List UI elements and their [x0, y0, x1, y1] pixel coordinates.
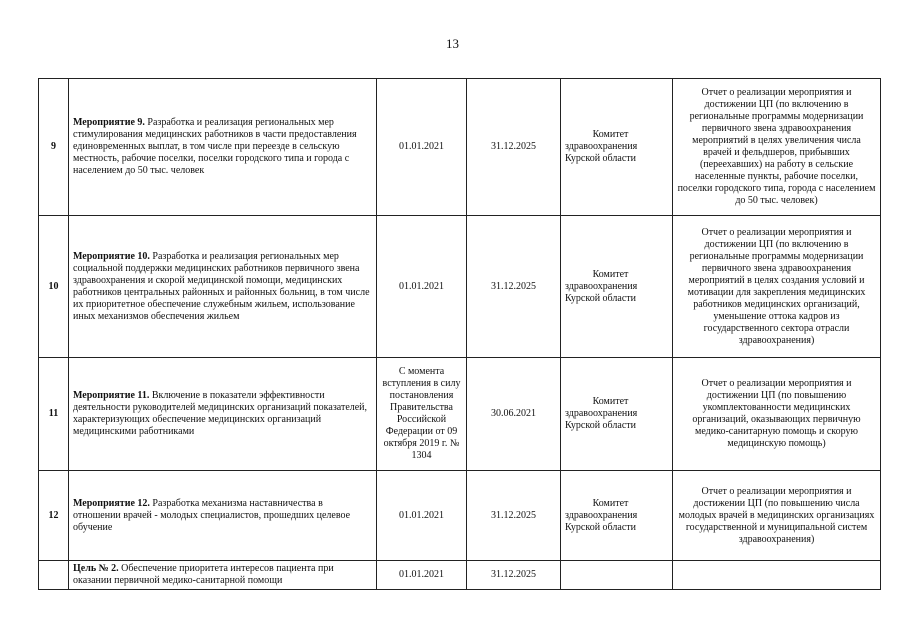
responsible-rest: здравоохранения Курской области [565, 141, 638, 164]
responsible-cell [561, 358, 673, 471]
responsible-cell [561, 561, 673, 590]
end-date: 31.12.2025 [467, 471, 561, 561]
table-row [39, 79, 881, 216]
responsible-rest: здравоохранения Курской области [565, 509, 638, 533]
table-row [39, 471, 881, 561]
row-number: 11 [39, 358, 69, 471]
report-cell: Отчет о реализации мероприятия и достижении ЦП (по включению в региональные программы модернизации первичного звена здравоохранения мероприятий в целях создания условий и мотивации для закрепления медицинских работников медицинских организаций, уменьшение оттока кадров из государственного сектора отрасли здравоохранения) [673, 216, 881, 358]
goal-title-cell [69, 561, 377, 590]
end-date: 31.12.2025 [467, 79, 561, 216]
responsible-line1: Комитет [592, 129, 629, 140]
responsible-rest: здравоохранения Курской области [565, 280, 638, 304]
goal-title-label: Цель № 2. [73, 563, 119, 574]
start-date: 01.01.2021 [377, 471, 467, 561]
responsible-line1: Комитет [592, 396, 629, 407]
responsible-cell [561, 471, 673, 561]
start-date: 01.01.2021 [377, 561, 467, 590]
measure-title-text: Разработка и реализация региональных мер стимулирования медицинских работников в части предоставления единовременных выплат, в том числе при переезде в сельскую местность, рабочие поселки, поселки городского типа и города с населением до 50 тыс. человек [73, 117, 357, 176]
row-number: 12 [39, 471, 69, 561]
end-date: 31.12.2025 [467, 561, 561, 590]
measure-title-label: Мероприятие 11. [73, 390, 150, 401]
report-cell [673, 561, 881, 590]
responsible-rest: здравоохранения Курской области [565, 408, 638, 431]
table-row [39, 561, 881, 590]
measure-title-label: Мероприятие 12. [73, 497, 150, 509]
responsible-line1: Комитет [592, 497, 629, 509]
start-date: 01.01.2021 [377, 79, 467, 216]
responsible-cell [561, 79, 673, 216]
measure-title-label: Мероприятие 9. [73, 117, 145, 128]
report-cell: Отчет о реализации мероприятия и достижении ЦП (по включению в региональные программы модернизации первичного звена здравоохранения мероприятий в целях увеличения числа врачей и фельдшеров, прибывших (переехавших) на работу в сельские населенные пункты, рабочие поселки, поселки городского типа, города с населением до 50 тыс. человек) [673, 79, 881, 216]
measure-title-text: Разработка механизма наставничества в отношении врачей - молодых специалистов, прошедших целевое обучение [73, 497, 351, 533]
measures-table [38, 78, 881, 590]
measure-title-label: Мероприятие 10. [73, 250, 150, 262]
row-number: 10 [39, 216, 69, 358]
goal-title-text: Обеспечение приоритета интересов пациента при оказании первичной медико-санитарной помощи [73, 563, 334, 586]
row-number [39, 561, 69, 590]
table-row [39, 216, 881, 358]
report-cell: Отчет о реализации мероприятия и достижении ЦП (по повышению укомплектованности медицинских организаций, оказывающих первичную медико-санитарную помощь и скорую медицинскую помощь) [673, 358, 881, 471]
end-date: 31.12.2025 [467, 216, 561, 358]
measure-title-cell [69, 216, 377, 358]
page-number: 13 [446, 36, 459, 51]
end-date: 30.06.2021 [467, 358, 561, 471]
start-date: С момента вступления в силу постановления Правительства Российской Федерации от 09 октября 2019 г. № 1304 [377, 358, 467, 471]
responsible-line1: Комитет [592, 268, 629, 280]
table-row [39, 358, 881, 471]
measure-title-cell [69, 358, 377, 471]
measure-title-text: Разработка и реализация региональных мер социальной поддержки медицинских работников первичного звена здравоохранения и скорой медицинской помощи, медицинских работников центральных районных и районных больниц, в том числе их приоритетное обеспечение служебным жильем, использование иных механизмов обеспечения жильем [73, 250, 370, 322]
row-number: 9 [39, 79, 69, 216]
start-date: 01.01.2021 [377, 216, 467, 358]
measure-title-text: Включение в показатели эффективности деятельности руководителей медицинских организаций показателей, характеризующих обеспечение медицинских организаций медицинскими работниками [73, 390, 368, 437]
measure-title-cell [69, 79, 377, 216]
measure-title-cell [69, 471, 377, 561]
responsible-cell [561, 216, 673, 358]
report-cell: Отчет о реализации мероприятия и достижении ЦП (по повышению числа молодых врачей в медицинских организациях государственной и муниципальной систем здравоохранения) [673, 471, 881, 561]
